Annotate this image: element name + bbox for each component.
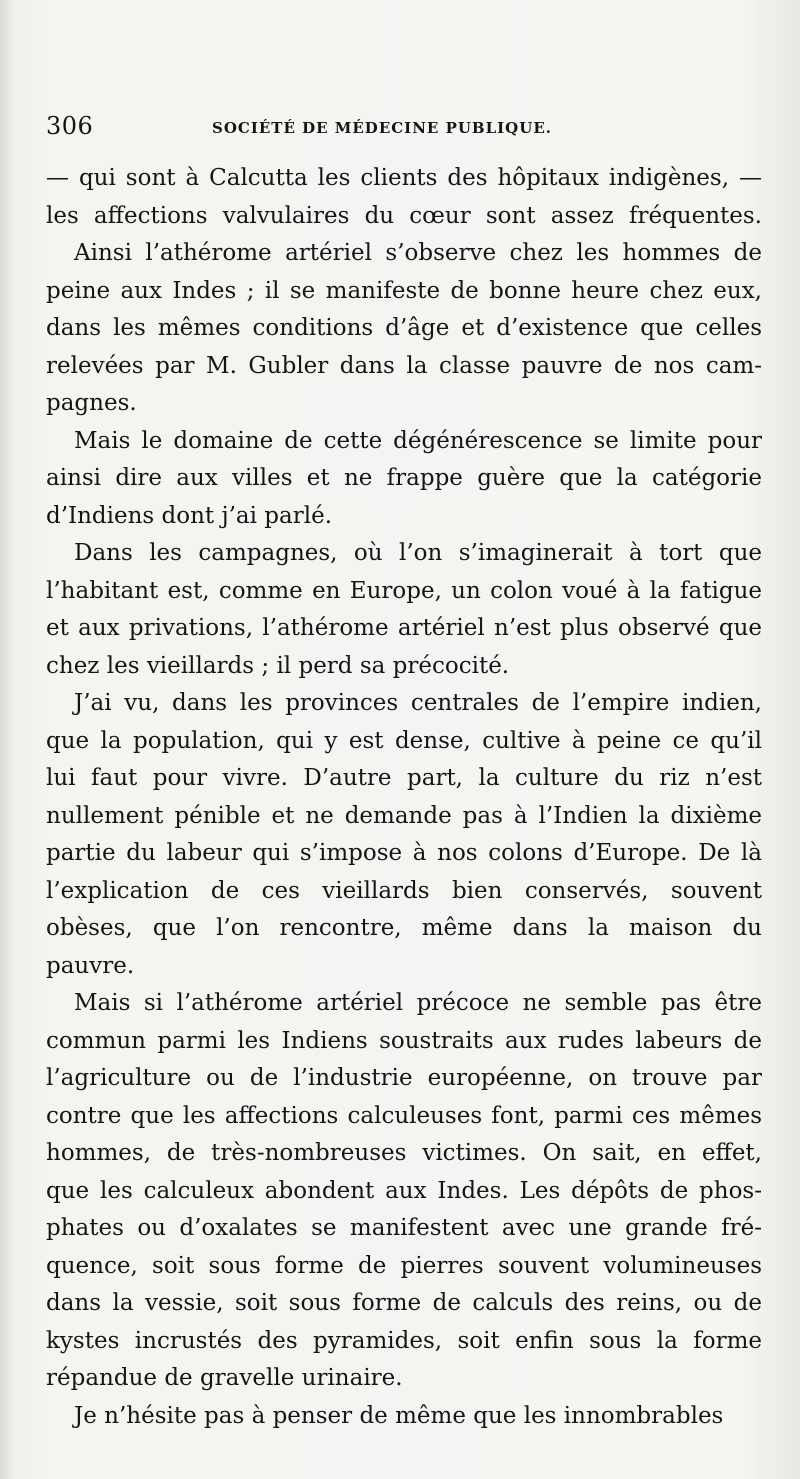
text-line: obèses, que l’on rencontre, même dans la maison du — [46, 915, 762, 941]
text-line: chez les vieillards ; il perd sa précocité. — [46, 652, 510, 679]
text-line: relevées par M. Gubler dans la classe pauvre de nos cam- — [46, 352, 762, 379]
text-line: répandue de gravelle urinaire. — [46, 1365, 403, 1391]
text-line: dans la vessie, soit sous forme de calculs des reins, ou de — [46, 1290, 762, 1316]
text-line: kystes incrustés des pyramides, soit enfin sous la forme — [46, 1327, 762, 1354]
text-line: que la population, qui y est dense, cultive à peine ce qu’il — [46, 727, 762, 754]
text-line: les affections valvulaires du cœur sont assez fréquentes. — [46, 202, 762, 229]
text-line: lui faut pour vivre. D’autre part, la culture du riz n’est — [46, 765, 762, 791]
text-line: ainsi dire aux villes et ne frappe guère que la catégorie — [46, 465, 762, 491]
text-line: commun parmi les Indiens soustraits aux rudes labeurs de — [46, 1027, 762, 1054]
text-line: Ainsi l’athérome artériel s’observe chez les hommes de — [74, 240, 762, 266]
text-line: d’Indiens dont j’ai parlé. — [46, 502, 333, 529]
text-line: l’habitant est, comme en Europe, un colon voué à la fatigue — [46, 577, 762, 604]
page-header — [46, 112, 746, 148]
text-line: pauvre. — [46, 952, 135, 979]
text-line: — qui sont à Calcutta les clients des hôpitaux indigènes, — — [46, 165, 762, 191]
text-line: hommes, de très-nombreuses victimes. On sait, en effet, — [46, 1140, 762, 1166]
page-gutter-shadow — [0, 0, 14, 1479]
text-line: l’explication de ces vieillards bien conservés, souvent — [46, 877, 762, 904]
text-line: et aux privations, l’athérome artériel n’est plus observé que — [46, 615, 762, 641]
text-line: nullement pénible et ne demande pas à l’Indien la dixième — [46, 802, 762, 829]
text-line: pagnes. — [46, 390, 137, 416]
text-line: Mais le domaine de cette dégénérescence se limite pour — [74, 427, 762, 454]
text-line: Mais si l’athérome artériel précoce ne semble pas être — [74, 990, 762, 1016]
text-line: l’agriculture ou de l’industrie européenne, on trouve par — [46, 1065, 762, 1091]
page-number: 306 — [46, 112, 94, 140]
text-line: Je n’hésite pas à penser de même que les innombrables — [74, 1402, 724, 1429]
text-line: phates ou d’oxalates se manifestent avec une grande fré- — [46, 1215, 762, 1241]
text-line: J’ai vu, dans les provinces centrales de l’empire indien, — [74, 690, 762, 716]
text-line: peine aux Indes ; il se manifeste de bonne heure chez eux, — [46, 277, 762, 304]
text-line: partie du labeur qui s’impose à nos colons d’Europe. De là — [46, 840, 762, 866]
text-line: dans les mêmes conditions d’âge et d’existence que celles — [46, 315, 762, 341]
text-line: contre que les affections calculeuses font, parmi ces mêmes — [46, 1102, 762, 1129]
body-text — [46, 160, 762, 1435]
text-line: Dans les campagnes, où l’on s’imaginerait à tort que — [74, 540, 762, 566]
text-line: que les calculeux abondent aux Indes. Les dépôts de phos- — [46, 1177, 762, 1204]
running-title: SOCIÉTÉ DE MÉDECINE PUBLIQUE. — [212, 119, 552, 137]
text-line: quence, soit sous forme de pierres souvent volumineuses — [46, 1252, 762, 1279]
